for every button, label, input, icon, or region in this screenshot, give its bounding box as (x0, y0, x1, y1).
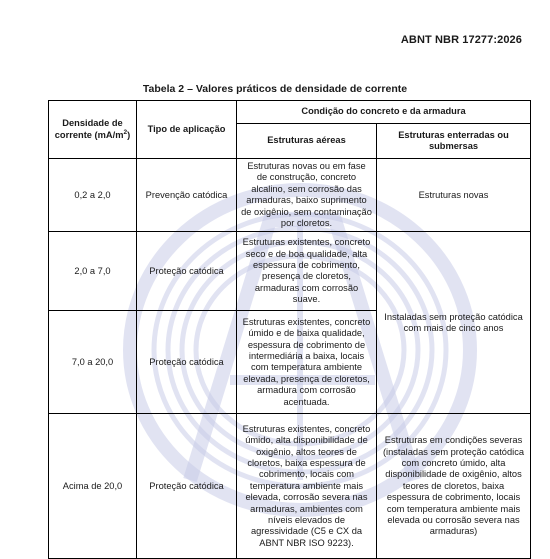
table-header-row (49, 101, 531, 124)
table-caption: Tabela 2 – Valores práticos de densidade de corrente (142, 83, 408, 95)
header-buried: Estruturas enterradas ou submersas (377, 124, 531, 159)
cell-application: Proteção catódica (137, 311, 237, 414)
header-condition: Condição do concreto e da armadura (237, 101, 531, 124)
table-row (49, 159, 531, 232)
cell-buried: Estruturas novas (377, 159, 531, 232)
header-density-unit: m (115, 129, 124, 140)
cell-buried: Estruturas em condições severas (instaladas sem proteção catódica com concreto úmido, alta disponibilidade de oxigênio, altos teores de cloretos, baixa espessura de cobrimento, locais com temperatura ambiente mais elevada ou corrosão severa nas armaduras) (377, 414, 531, 559)
header-density-close: ) (127, 129, 131, 140)
cell-aerial: Estruturas existentes, concreto úmido, alta disponibilidade de oxigênio, altos teores de cloretos, baixa espessura de cobrimento, locais com temperatura ambiente mais elevada, corrosão severa nas armaduras, ambientes com níveis elevados de agressividade (C5 e CX da ABNT NBR ISO 9223). (237, 414, 377, 559)
cell-aerial: Estruturas novas ou em fase de construção, concreto alcalino, sem corrosão das armaduras, baixo suprimento de oxigênio, sem contaminação por cloretos. (237, 159, 377, 232)
header-aerial: Estruturas aéreas (237, 124, 377, 159)
cell-aerial: Estruturas existentes, concreto úmido e de baixa qualidade, espessura de cobrimento de intermediária a baixa, locais com temperatura ambiente elevada, presença de cloretos, armadura com corrosão acentuada. (237, 311, 377, 414)
cell-density: 2,0 a 7,0 (49, 232, 137, 311)
cell-buried-merged: Instaladas sem proteção catódica com mais de cinco anos (377, 232, 531, 414)
header-density-label: Densidade de corrente (mA/ (54, 118, 123, 140)
cell-density: 7,0 a 20,0 (49, 311, 137, 414)
table-row (49, 414, 531, 559)
cell-application: Prevenção catódica (137, 159, 237, 232)
cell-density: 0,2 a 2,0 (49, 159, 137, 232)
table-row (49, 232, 531, 311)
cell-density: Acima de 20,0 (49, 414, 137, 559)
cell-application: Proteção catódica (137, 232, 237, 311)
cell-application: Proteção catódica (137, 414, 237, 559)
current-density-table (48, 100, 531, 559)
cell-aerial: Estruturas existentes, concreto seco e de boa qualidade, alta espessura de cobrimento, presença de cloretos, armaduras com corrosão suave. (237, 232, 377, 311)
header-application: Tipo de aplicação (137, 101, 237, 159)
header-density (49, 101, 137, 159)
header-density-exp: 2 (123, 128, 128, 136)
standard-code: ABNT NBR 17277:2026 (400, 34, 522, 46)
